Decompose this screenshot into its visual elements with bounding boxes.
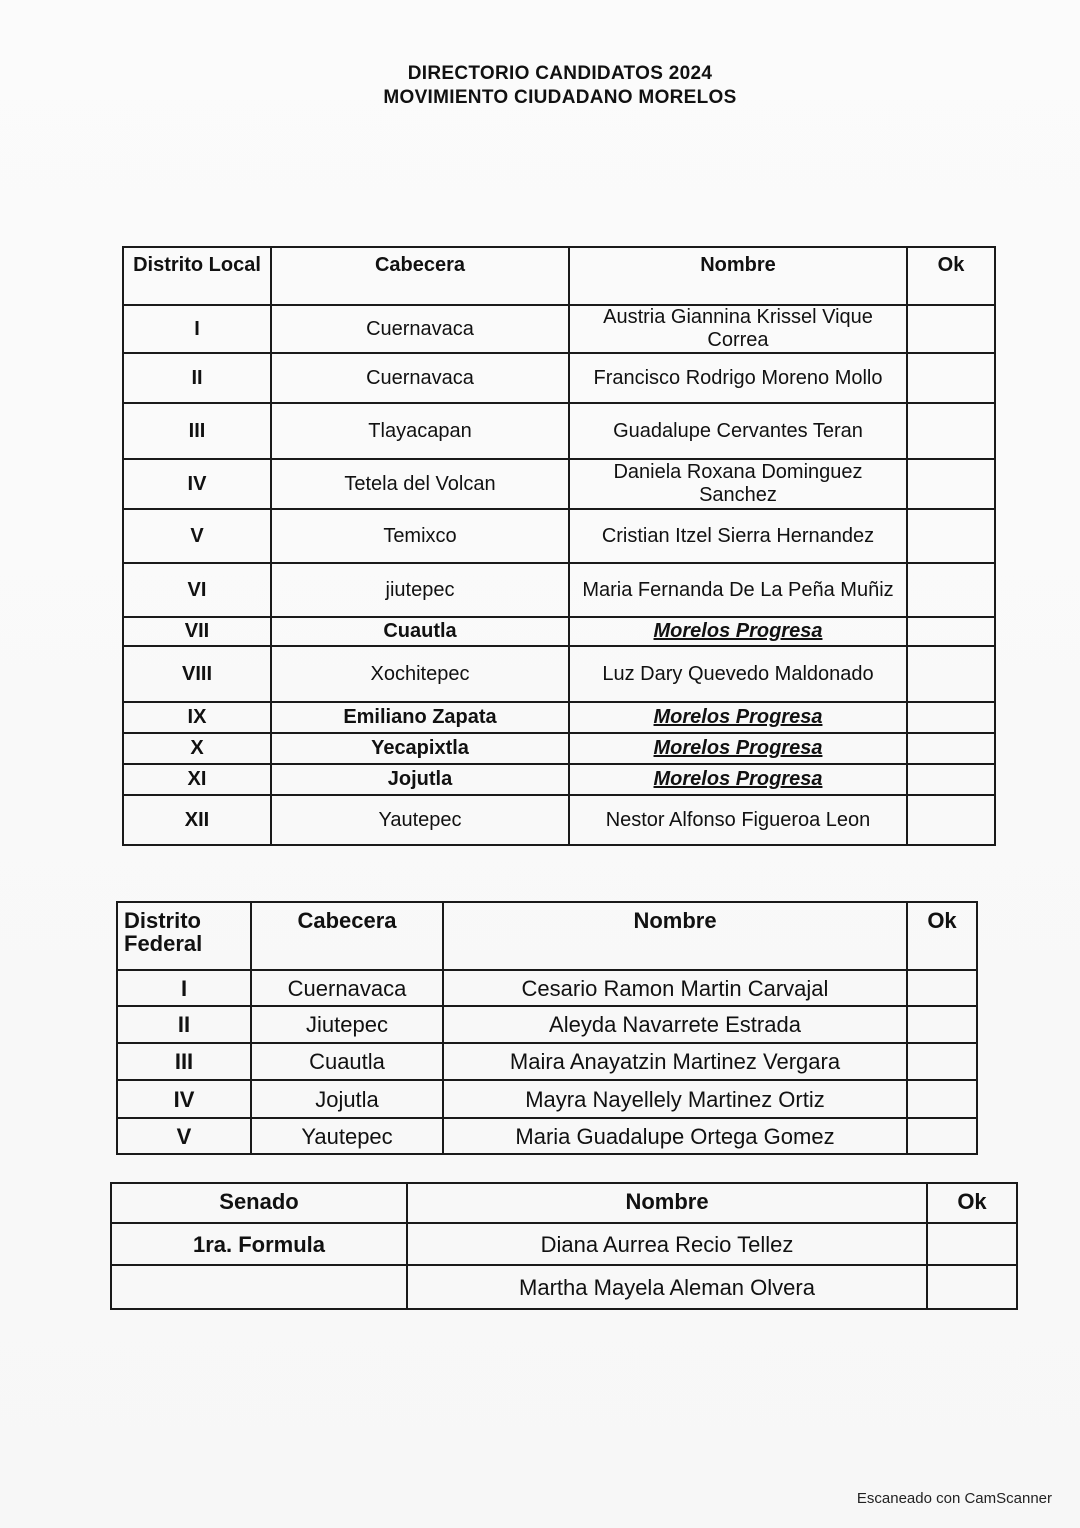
document-title [0,62,1080,110]
nombre-cell: Maira Anayatzin Martinez Vergara [443,1043,907,1080]
table-row [123,509,995,563]
table-row [123,617,995,646]
table-row [123,646,995,702]
header-ok: Ok [907,247,995,305]
ok-cell[interactable] [907,509,995,563]
distrito-cell: V [117,1118,251,1154]
ok-cell[interactable] [907,764,995,795]
table-row [117,1118,977,1154]
table-row [123,305,995,353]
header-ok: Ok [907,902,977,970]
table-header-row [117,902,977,970]
cabecera-cell: Jojutla [271,764,569,795]
nombre-cell: Morelos Progresa [569,702,907,733]
nombre-cell: Austria Giannina Krissel Vique Correa [569,305,907,353]
ok-cell[interactable] [907,733,995,764]
nombre-cell: Cristian Itzel Sierra Hernandez [569,509,907,563]
ok-cell[interactable] [907,353,995,403]
ok-cell[interactable] [907,1080,977,1118]
distrito-cell: II [117,1006,251,1043]
ok-cell[interactable] [907,795,995,845]
nombre-cell: Morelos Progresa [569,617,907,646]
cabecera-cell: Yautepec [271,795,569,845]
distrito-cell: IX [123,702,271,733]
table-row [123,733,995,764]
ok-cell[interactable] [907,1043,977,1080]
local-districts-table [122,246,996,846]
cabecera-cell: Temixco [271,509,569,563]
ok-cell[interactable] [927,1265,1017,1309]
table-header-row [123,247,995,305]
distrito-cell: IV [123,459,271,509]
cabecera-cell: Tlayacapan [271,403,569,459]
nombre-cell: Morelos Progresa [569,733,907,764]
header-cabecera: Cabecera [251,902,443,970]
distrito-cell: VIII [123,646,271,702]
distrito-cell: V [123,509,271,563]
table-row [123,353,995,403]
distrito-cell: VII [123,617,271,646]
table-row [117,1043,977,1080]
ok-cell[interactable] [907,305,995,353]
nombre-cell: Maria Fernanda De La Peña Muñiz [569,563,907,617]
distrito-cell: I [117,970,251,1006]
distrito-cell: VI [123,563,271,617]
table-row [123,403,995,459]
senado-table [110,1182,1018,1310]
table-row [123,702,995,733]
cabecera-cell: Cuernavaca [271,353,569,403]
cabecera-cell: Cuautla [271,617,569,646]
nombre-cell: Francisco Rodrigo Moreno Mollo [569,353,907,403]
nombre-cell: Morelos Progresa [569,764,907,795]
cabecera-cell: Yautepec [251,1118,443,1154]
cabecera-cell: jiutepec [271,563,569,617]
header-distrito-local: Distrito Local [123,247,271,305]
header-distrito-federal: Distrito Federal [117,902,251,970]
ok-cell[interactable] [907,1006,977,1043]
cabecera-cell: Yecapixtla [271,733,569,764]
nombre-cell: Aleyda Navarrete Estrada [443,1006,907,1043]
scanner-watermark: Escaneado con CamScanner [856,1490,1052,1507]
cabecera-cell: Tetela del Volcan [271,459,569,509]
nombre-cell: Martha Mayela Aleman Olvera [407,1265,927,1309]
distrito-cell: III [123,403,271,459]
header-nombre: Nombre [443,902,907,970]
nombre-cell: Cesario Ramon Martin Carvajal [443,970,907,1006]
nombre-cell: Daniela Roxana Dominguez Sanchez [569,459,907,509]
distrito-cell: X [123,733,271,764]
nombre-cell: Diana Aurrea Recio Tellez [407,1223,927,1265]
nombre-cell: Mayra Nayellely Martinez Ortiz [443,1080,907,1118]
table-row [111,1223,1017,1265]
table-row [111,1265,1017,1309]
table-row [123,764,995,795]
table-row [117,970,977,1006]
ok-cell[interactable] [907,702,995,733]
cabecera-cell: Cuernavaca [251,970,443,1006]
ok-cell[interactable] [907,970,977,1006]
title-line-1: DIRECTORIO CANDIDATOS 2024 [407,63,713,84]
table-header-row [111,1183,1017,1223]
ok-cell[interactable] [907,459,995,509]
ok-cell[interactable] [927,1223,1017,1265]
distrito-cell: IV [117,1080,251,1118]
distrito-cell: II [123,353,271,403]
cabecera-cell: Emiliano Zapata [271,702,569,733]
cabecera-cell: Cuernavaca [271,305,569,353]
title-line-2: MOVIMIENTO CIUDADANO MORELOS [383,87,737,108]
header-nombre: Nombre [569,247,907,305]
distrito-cell: I [123,305,271,353]
nombre-cell: Luz Dary Quevedo Maldonado [569,646,907,702]
distrito-cell: XII [123,795,271,845]
federal-districts-table [116,901,978,1155]
table-row [117,1080,977,1118]
nombre-cell: Nestor Alfonso Figueroa Leon [569,795,907,845]
distrito-cell: III [117,1043,251,1080]
cabecera-cell: Jiutepec [251,1006,443,1043]
cabecera-cell: Xochitepec [271,646,569,702]
table-row [123,563,995,617]
distrito-cell: XI [123,764,271,795]
nombre-cell: Guadalupe Cervantes Teran [569,403,907,459]
nombre-cell: Maria Guadalupe Ortega Gomez [443,1118,907,1154]
header-ok: Ok [927,1183,1017,1223]
ok-cell[interactable] [907,646,995,702]
table-row [123,795,995,845]
cabecera-cell: Cuautla [251,1043,443,1080]
table-row [123,459,995,509]
ok-cell[interactable] [907,1118,977,1154]
formula-cell: 1ra. Formula [111,1223,407,1265]
header-senado: Senado [111,1183,407,1223]
ok-cell[interactable] [907,403,995,459]
formula-cell [111,1265,407,1309]
cabecera-cell: Jojutla [251,1080,443,1118]
header-cabecera: Cabecera [271,247,569,305]
ok-cell[interactable] [907,617,995,646]
header-nombre: Nombre [407,1183,927,1223]
ok-cell[interactable] [907,563,995,617]
table-row [117,1006,977,1043]
